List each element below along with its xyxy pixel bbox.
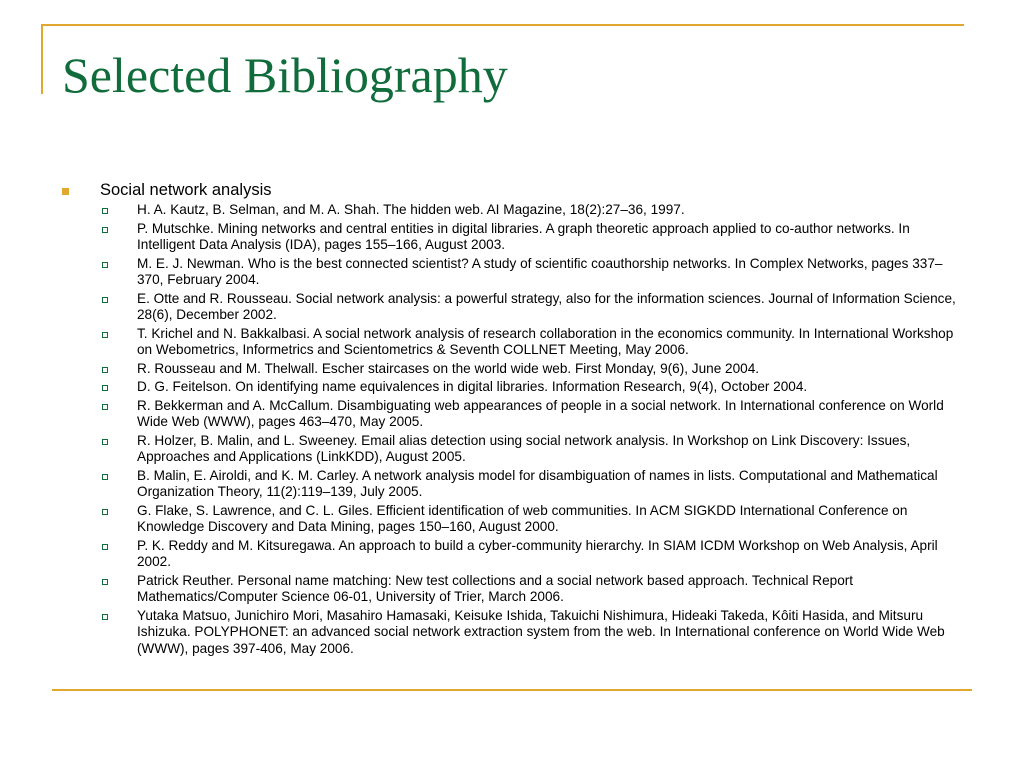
reference-text: B. Malin, E. Airoldi, and K. M. Carley. A network analysis model for disambiguation of names in lists. Computational and Mathematical Organization Theory, 11(2):119–139, July 2005. <box>137 467 938 499</box>
box-bullet-icon <box>102 439 108 445</box>
reference-text: R. Bekkerman and A. McCallum. Disambiguating web appearances of people in a social network. In International conference on World Wide Web (WWW), pages 463–470, May 2005. <box>137 397 944 429</box>
slide-title: Selected Bibliography <box>62 47 508 103</box>
reference-item <box>100 379 967 396</box>
reference-item <box>100 202 967 219</box>
reference-item <box>100 326 967 359</box>
reference-list <box>62 202 967 657</box>
section-label: Social network analysis <box>100 181 272 199</box>
reference-text: P. K. Reddy and M. Kitsuregawa. An approach to build a cyber-community hierarchy. In SIAM ICDM Workshop on Web Analysis, April 2002. <box>137 537 938 569</box>
bibliography-section <box>62 180 967 657</box>
bottom-rule <box>52 689 972 691</box>
reference-text: M. E. J. Newman. Who is the best connected scientist? A study of scientific coauthorship networks. In Complex Networks, pages 337–370, February 2004. <box>137 255 943 287</box>
square-bullet-icon <box>62 188 69 195</box>
reference-item <box>100 291 967 324</box>
reference-item <box>100 608 967 658</box>
reference-item <box>100 256 967 289</box>
box-bullet-icon <box>102 544 108 550</box>
reference-text: R. Rousseau and M. Thelwall. Escher staircases on the world wide web. First Monday, 9(6), June 2004. <box>137 360 760 376</box>
reference-text: Patrick Reuther. Personal name matching: New test collections and a social network based approach. Technical Report Mathematics/Computer Science 06-01, University of Trier, March 2006. <box>137 572 854 604</box>
reference-item <box>100 361 967 378</box>
box-bullet-icon <box>102 262 108 268</box>
reference-item <box>100 573 967 606</box>
reference-text: E. Otte and R. Rousseau. Social network analysis: a powerful strategy, also for the information sciences. Journal of Information Science, 28(6), December 2002. <box>137 290 956 322</box>
reference-text: H. A. Kautz, B. Selman, and M. A. Shah. The hidden web. AI Magazine, 18(2):27–36, 1997. <box>137 202 685 217</box>
reference-text: Yutaka Matsuo, Junichiro Mori, Masahiro Hamasaki, Keisuke Ishida, Takuichi Nishimura, Hideaki Takeda, Kôiti Hasida, and Mitsuru Ishizuka. POLYPHONET: an advanced social network extraction system from the web. In International conference on World Wide Web (WWW), pages 397-406, May 2006. <box>137 607 945 656</box>
reference-text: G. Flake, S. Lawrence, and C. L. Giles. Efficient identification of web communities. In ACM SIGKDD International Conference on Knowledge Discovery and Data Mining, pages 150–160, August 2000. <box>137 502 908 534</box>
reference-item <box>100 538 967 571</box>
box-bullet-icon <box>102 614 108 620</box>
reference-text: P. Mutschke. Mining networks and central entities in digital libraries. A graph theoretic approach applied to co-author networks. In Intelligent Data Analysis (IDA), pages 155–166, August 2003. <box>137 220 910 252</box>
box-bullet-icon <box>102 297 108 303</box>
box-bullet-icon <box>102 208 108 214</box>
top-rule <box>41 24 964 26</box>
reference-text: D. G. Feitelson. On identifying name equivalences in digital libraries. Information Research, 9(4), October 2004. <box>137 379 808 394</box>
box-bullet-icon <box>102 385 108 391</box>
box-bullet-icon <box>102 509 108 515</box>
reference-item <box>100 221 967 254</box>
box-bullet-icon <box>102 332 108 338</box>
box-bullet-icon <box>102 579 108 585</box>
reference-item <box>100 398 967 431</box>
box-bullet-icon <box>102 367 108 373</box>
box-bullet-icon <box>102 227 108 233</box>
box-bullet-icon <box>102 404 108 410</box>
box-bullet-icon <box>102 474 108 480</box>
reference-item <box>100 468 967 501</box>
section-heading <box>62 180 967 200</box>
reference-text: R. Holzer, B. Malin, and L. Sweeney. Email alias detection using social network analysis. In Workshop on Link Discovery: Issues, Approaches and Applications (LinkKDD), August 2005. <box>137 432 911 464</box>
left-rule <box>41 24 43 94</box>
reference-text: T. Krichel and N. Bakkalbasi. A social network analysis of research collaboration in the economics community. In International Workshop on Webometrics, Informetrics and Scientometrics & Seventh COLLNET Meeting, May 2006. <box>137 325 954 357</box>
reference-item <box>100 433 967 466</box>
reference-item <box>100 503 967 536</box>
